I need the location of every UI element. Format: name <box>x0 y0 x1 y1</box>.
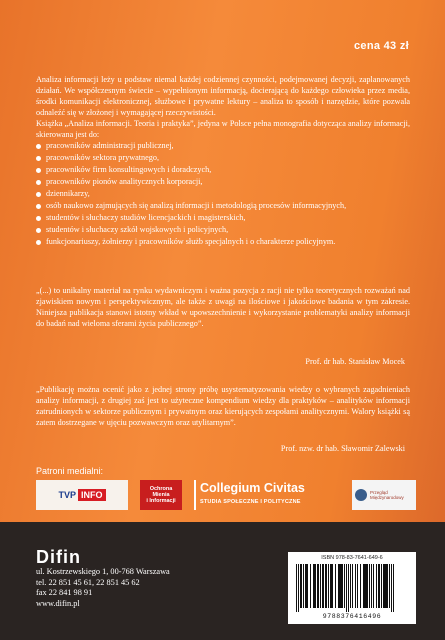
fax-line: fax 22 841 98 91 <box>36 588 93 597</box>
barcode-bar <box>317 564 318 608</box>
barcode-bar <box>363 564 365 608</box>
barcode-bar <box>332 564 333 608</box>
barcode-bar <box>385 564 387 608</box>
ochrona-mienia-logo <box>140 480 182 510</box>
website-line: www.difin.pl <box>36 598 80 608</box>
barcode-bar <box>342 564 343 608</box>
barcode-bar <box>325 564 327 608</box>
audience-list <box>36 140 410 248</box>
audience-lead: Książka „Analiza informacji. Teoria i praktyka”, jedyna w Polsce pełna monografia dotycząca analizy informacji, skierowana jest do: <box>36 119 410 139</box>
isbn-barcode <box>288 552 416 624</box>
barcode-bar <box>323 564 324 608</box>
review-quote-2 <box>36 384 410 428</box>
collegium-subtitle: STUDIA SPOŁECZNE I POLITYCZNE <box>200 499 301 505</box>
media-patrons-label: Patroni medialni: <box>36 466 104 476</box>
review-author-1: Prof. dr hab. Stanisław Mocek <box>305 357 405 366</box>
barcode-bar <box>360 564 361 608</box>
barcode-bar <box>378 564 380 608</box>
barcode-bar <box>340 564 342 608</box>
logo-text <box>370 490 404 500</box>
collegium-name: Collegium Civitas <box>200 481 305 495</box>
barcode-bar <box>307 564 308 608</box>
barcode-bar <box>298 564 299 612</box>
review-text: „(...) to unikalny materiał na rynku wydawniczym i ważna pozycja z racji nie tylko teoretycznych rozważań nad zjawiskiem nowym i perspektywicznym, ale także z uwagi na ilościowe i jakościowe badania w tym zakresie. Niniejsza publikacja stanowi istotny wkład w upowszechnienie i wykorzystanie problematyki analizy informacji do badań nad wieloma sferami życia publicznego”. <box>36 286 410 328</box>
logo-divider <box>194 480 196 510</box>
list-item: funkcjonariuszy, żołnierzy i pracowników służb specjalnych i o charakterze policyjnym. <box>36 236 410 248</box>
info-logo-text: INFO <box>78 489 106 501</box>
list-item: pracowników pionów analitycznych korporacji, <box>36 176 410 188</box>
phone-line: tel. 22 851 45 61, 22 851 45 62 <box>36 577 140 587</box>
barcode-bar <box>352 564 353 608</box>
publisher-address <box>36 567 170 609</box>
barcode-bar <box>300 564 302 608</box>
barcode-bar <box>296 564 297 612</box>
barcode-bar <box>367 564 368 608</box>
barcode-bar <box>335 564 336 608</box>
barcode-bar <box>346 564 347 612</box>
logo-line: Przegląd <box>370 490 388 495</box>
list-item: pracowników administracji publicznej, <box>36 140 410 152</box>
barcode-number: 9788376416496 <box>322 613 382 620</box>
list-item: studentów i słuchaczy szkół wojskowych i policyjnych, <box>36 224 410 236</box>
collegium-civitas-logo <box>194 480 344 510</box>
barcode-bar <box>387 564 388 608</box>
barcode-bar <box>344 564 345 608</box>
price-label: cena 43 zł <box>354 40 409 52</box>
tvp-info-logo <box>36 480 128 510</box>
barcode-bar <box>313 564 315 608</box>
barcode-bar <box>310 564 311 608</box>
logo-line: i Informacji <box>146 498 176 505</box>
barcode-bar <box>371 564 372 608</box>
barcode-bar <box>373 564 374 608</box>
barcode-bar <box>350 564 351 608</box>
list-item: dziennikarzy, <box>36 188 410 200</box>
barcode-bar <box>393 564 394 612</box>
barcode-bar <box>355 564 356 608</box>
barcode-bar <box>320 564 321 608</box>
barcode-bar <box>322 564 323 608</box>
barcode-bar <box>318 564 319 608</box>
list-item: studentów i słuchaczy studiów licencjackich i magisterskich, <box>36 212 410 224</box>
isbn-text: ISBN 978-83-7641-649-6 <box>321 555 383 561</box>
barcode-bar <box>315 564 316 608</box>
tvp-logo-text: TVP <box>58 490 76 500</box>
barcode-bar <box>330 564 332 608</box>
barcode-bar <box>383 564 385 608</box>
barcode-bar <box>303 564 304 608</box>
globe-icon <box>355 489 367 501</box>
barcode-bar <box>365 564 367 608</box>
logo-line: Mienia <box>152 492 170 499</box>
barcode-bar <box>381 564 382 608</box>
barcode-bars <box>294 564 410 612</box>
review-author-2: Prof. nzw. dr hab. Sławomir Zalewski <box>280 444 405 453</box>
barcode-bar <box>338 564 340 608</box>
list-item: osób naukowo zajmujących się analizą informacji i metodologią procesów informacyjnych, <box>36 200 410 212</box>
logo-line: Ochrona <box>149 486 173 492</box>
barcode-bar <box>348 564 349 612</box>
przeglad-miedzynarodowy-logo <box>352 480 416 510</box>
list-item: pracowników sektora prywatnego, <box>36 152 410 164</box>
barcode-bar <box>376 564 377 608</box>
description-block <box>36 74 410 248</box>
logo-line: Międzynarodowy <box>370 495 404 500</box>
review-quote-1 <box>36 285 410 329</box>
media-patrons-logos <box>36 480 410 514</box>
barcode-bar <box>369 564 370 608</box>
barcode-bar <box>357 564 358 608</box>
barcode-bar <box>328 564 329 608</box>
barcode-bar <box>305 564 307 608</box>
address-line: ul. Kostrzewskiego 1, 00-768 Warszawa <box>36 567 170 576</box>
review-text: „Publikację można ocenić jako z jednej strony próbę usystematyzowania wiedzy o wybranych zagadnieniach analizy informacji, z drugiej zaś jest to użyteczne kompendium wiedzy dla praktyków – analityków informacji zatrudnionych w sektorze publicznym i prywatnym oraz kierujących zespołami analitycznymi. Walory książki są zatem dostrzegane w ujęciu pozwawczym oraz utylitarnym”. <box>36 385 410 427</box>
list-item: pracowników firm konsultingowych i doradczych, <box>36 164 410 176</box>
intro-paragraph: Analiza informacji leży u podstaw niemal każdej codziennej czynności, podejmowanej decyzji, zaplanowanych działań. We współczesnym świecie – wypełnionym informacją, docierającą do każdego człowieka przez media, środki komunikacji elektronicznej, służbowe i prywatne lektury – analiza to sposób i narzędzie, które pozwala odnaleźć się w złożonej i wymagającej rzeczywistości. <box>36 75 410 117</box>
difin-logo: Difin <box>36 547 81 567</box>
barcode-bar <box>391 564 392 612</box>
barcode-bar <box>389 564 390 608</box>
